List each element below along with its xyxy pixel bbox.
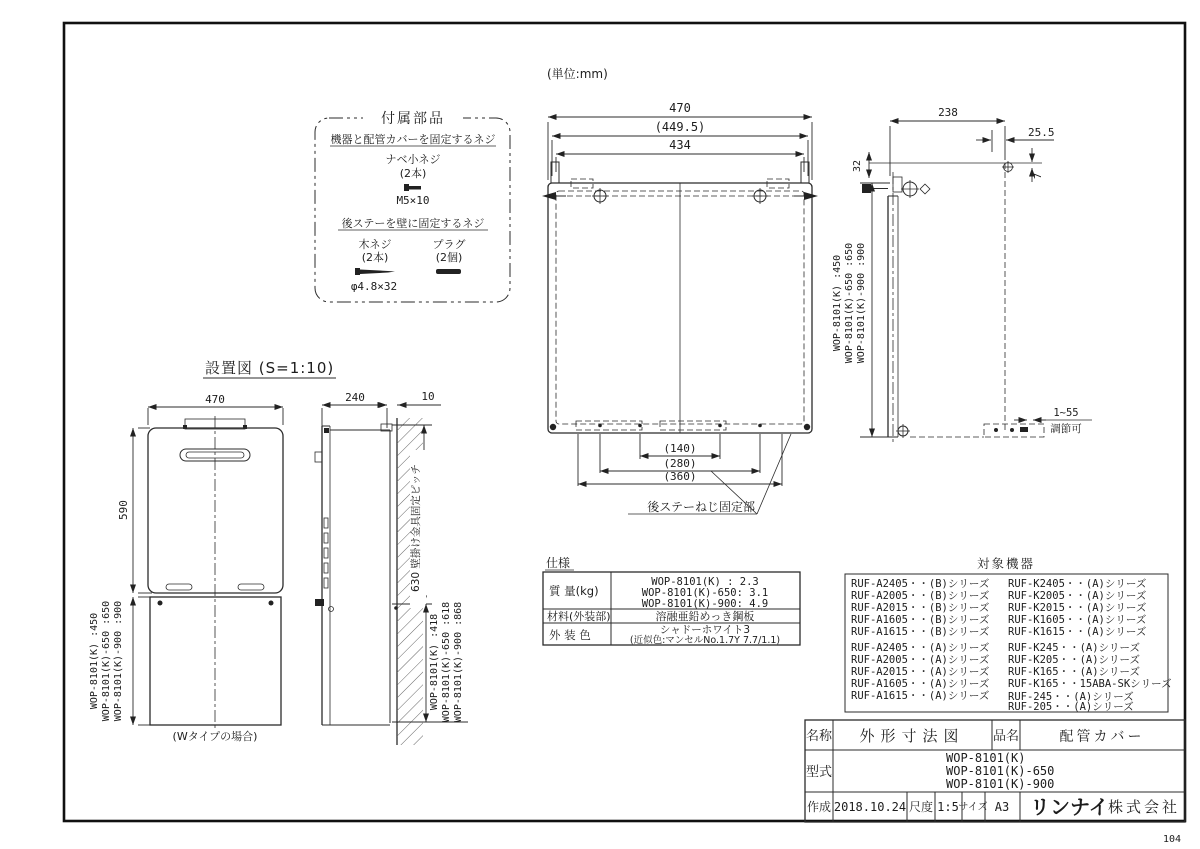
equipment-item: RUF-A2405・・(A)シリーズ	[851, 642, 990, 654]
plug-icon	[436, 269, 461, 274]
equipment-item: RUF-A1605・・(A)シリーズ	[851, 678, 990, 690]
spec-row-mass-label: 質 量(kg)	[549, 584, 599, 598]
install-front-height-dim: 590	[117, 500, 130, 520]
front-view	[542, 101, 818, 514]
install-side-ext-dim-868: WOP-8101(K)-900 :868	[453, 601, 464, 723]
pan-screw-name: ナベ小ネジ	[385, 153, 441, 166]
equipment-item: RUF-K2015・・(A)シリーズ	[1008, 602, 1147, 614]
installation-figure	[89, 359, 468, 745]
install-side-depth-dim: 240	[345, 391, 365, 404]
side-height-dim-450: WOP-8101(K) :450	[832, 254, 843, 352]
wood-screw-name: 木ネジ	[358, 238, 392, 251]
spec-row-material-label: 材料(外装部)	[547, 610, 611, 623]
stay-callout: 後ステーねじ固定部	[647, 500, 755, 514]
equipment-item: RUF-A1615・・(A)シリーズ	[851, 690, 990, 702]
spec-row-color-label: 外 装 色	[549, 628, 591, 642]
titleblock-scale-label: 尺度	[908, 800, 934, 814]
equipment-table	[845, 556, 1172, 713]
accessories-section2: 後ステーを壁に固定するネジ	[341, 217, 485, 230]
install-side-pitch-dim: 630 壁掛け金具固定ピッチ	[410, 464, 422, 592]
spec-mass-line1: WOP-8101(K) : 2.3	[651, 576, 759, 588]
titleblock-name-value: 外形寸法図	[859, 727, 965, 745]
side-view	[832, 106, 1092, 443]
company-logo: リンナイ	[1030, 795, 1109, 819]
stay-dim-mid: (280)	[663, 457, 697, 470]
equipment-item: RUF-K205・・(A)シリーズ	[1008, 654, 1141, 666]
equipment-title: 対象機器	[976, 556, 1036, 571]
spec-mass-line3: WOP-8101(K)-900: 4.9	[641, 598, 769, 610]
side-screw-offset-dim: 7	[1033, 172, 1044, 180]
equipment-item: RUF-A1615・・(B)シリーズ	[851, 626, 990, 638]
equipment-item: RUF-K1615・・(A)シリーズ	[1008, 626, 1147, 638]
equipment-item: RUF-205・・(A)シリーズ	[1008, 701, 1134, 713]
front-width-overall-dim: 470	[669, 101, 691, 115]
equipment-item: RUF-K1605・・(A)シリーズ	[1008, 614, 1147, 626]
pan-screw-size: M5×10	[396, 194, 430, 207]
pan-screw-qty: (2本)	[399, 167, 427, 180]
titleblock-product-label: 品名	[992, 729, 1020, 744]
side-height-dim-900: WOP-8101(K)-900 :900	[856, 242, 867, 364]
titleblock-model-1: WOP-8101(K)	[946, 751, 1026, 765]
unit-note: (単位:mm)	[547, 67, 608, 81]
equipment-item: RUF-A2015・・(B)シリーズ	[851, 602, 990, 614]
company-suffix: 株式会社	[1108, 798, 1181, 816]
titleblock-product-value: 配管カバー	[1059, 729, 1145, 745]
front-width-inner-dim: 434	[669, 138, 691, 152]
titleblock-model-2: WOP-8101(K)-650	[946, 764, 1055, 778]
titleblock-created-label: 作成	[806, 800, 832, 814]
equipment-item: RUF-A1605・・(B)シリーズ	[851, 614, 990, 626]
adjustable-stay	[984, 424, 1044, 437]
titleblock-created-date: 2018.10.24	[833, 800, 907, 814]
install-front-body	[148, 428, 283, 593]
equipment-item: RUF-A2005・・(B)シリーズ	[851, 590, 990, 602]
accessories-title: 付属部品	[381, 111, 445, 127]
titleblock-model-label: 型式	[805, 765, 833, 780]
wood-screw-icon	[355, 268, 395, 275]
equipment-item: RUF-K165・・15ABA-SKシリーズ	[1008, 678, 1172, 690]
stay-dim-inner: (140)	[663, 442, 697, 455]
stay-dim-outer: (360)	[663, 470, 697, 483]
install-front-ext-dim-900: WOP-8101(K)-900 :900	[113, 600, 124, 722]
install-front-width-dim: 470	[205, 393, 225, 406]
spec-table	[543, 555, 800, 646]
spec-material-value: 溶融亜鉛めっき鋼板	[655, 610, 755, 623]
install-side-ext-dim-618: WOP-8101(K)-650 :618	[441, 601, 452, 723]
equipment-item: RUF-K165・・(A)シリーズ	[1008, 666, 1141, 678]
equipment-item: RUF-K245・・(A)シリーズ	[1008, 642, 1141, 654]
installation-title: 設置図 (S=1:10)	[205, 359, 335, 377]
install-side-wall-offset-dim: 10	[421, 390, 435, 403]
sheet-number: 104	[1162, 834, 1182, 845]
install-front-ext-dim-450: WOP-8101(K) :450	[89, 612, 100, 710]
titleblock-name-label: 名称	[805, 729, 833, 744]
accessories-box	[315, 110, 510, 302]
front-screw-left	[592, 188, 608, 204]
spec-color-line2: (近似色:マンセルNo.1.7Y 7.7/1.1)	[629, 635, 781, 646]
spec-title: 仕様	[546, 556, 571, 570]
pan-screw-icon	[404, 184, 421, 191]
spec-mass-line2: WOP-8101(K)-650: 3.1	[641, 587, 769, 599]
front-width-mid-dim: (449.5)	[654, 120, 706, 134]
adjust-range-dim: 1~55	[1053, 407, 1079, 419]
equipment-item: RUF-A2005・・(A)シリーズ	[851, 654, 990, 666]
side-top-offset-dim: 25.5	[1028, 126, 1055, 139]
install-side-ext-dim-418: WOP-8101(K) :418	[429, 613, 440, 711]
equipment-item: RUF-A2405・・(B)シリーズ	[851, 578, 990, 590]
equipment-item: RUF-K2005・・(A)シリーズ	[1008, 590, 1147, 602]
plug-qty: (2個)	[435, 251, 463, 264]
install-front-ext-dim-650: WOP-8101(K)-650 :650	[101, 600, 112, 722]
spec-color-line1: シャドーホワイト3	[659, 624, 751, 636]
accessories-section1: 機器と配管カバーを固定するネジ	[330, 133, 496, 146]
titleblock-model-3: WOP-8101(K)-900	[946, 777, 1055, 791]
side-depth-dim: 238	[938, 106, 958, 119]
equipment-item: RUF-K2405・・(A)シリーズ	[1008, 578, 1147, 590]
title-block	[805, 720, 1185, 822]
plug-name: プラグ	[432, 238, 466, 251]
front-screw-right	[752, 188, 768, 204]
wood-screw-size: φ4.8×32	[350, 280, 398, 293]
titleblock-size-label: サイズ	[958, 802, 988, 813]
wood-screw-qty: (2本)	[361, 251, 389, 264]
titleblock-size-value: A3	[994, 800, 1010, 814]
side-bracket-height-dim: 32	[852, 159, 863, 173]
install-front-extension	[150, 597, 281, 725]
titleblock-scale-value: 1:5	[937, 800, 959, 814]
fix-arrow-right	[794, 192, 818, 200]
side-height-dim-650: WOP-8101(K)-650 :650	[844, 242, 855, 364]
fix-arrow-left	[542, 192, 566, 200]
equipment-item: RUF-A2015・・(A)シリーズ	[851, 666, 990, 678]
install-front-caption: (Wタイプの場合)	[172, 730, 258, 743]
adjust-note: 調節可	[1050, 423, 1082, 435]
equipment-item: RUF-245・・(A)シリーズ	[1008, 691, 1134, 703]
